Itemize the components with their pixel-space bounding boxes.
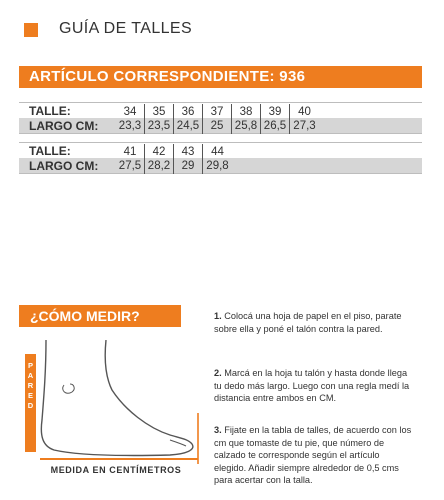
largo-label: LARGO CM: xyxy=(29,119,99,133)
wall-label xyxy=(28,361,34,410)
length-values xyxy=(116,158,232,174)
size-cell: 41 xyxy=(116,144,145,160)
talle-label: TALLE: xyxy=(29,144,71,158)
step-number: 2. xyxy=(214,368,222,378)
talle-row xyxy=(19,102,422,118)
length-values xyxy=(116,118,319,134)
size-table-2 xyxy=(19,142,422,174)
toe-detail xyxy=(170,440,186,446)
length-cell: 23,3 xyxy=(116,118,145,134)
wall-letter: E xyxy=(27,391,34,400)
header-accent-square xyxy=(24,23,38,37)
largo-row xyxy=(19,158,422,174)
step-text: Fijate en la tabla de talles, de acuerdo con los cm que tomaste de tu pie, que número de calzado te corresponde según el artículo elegido. Añadir siempre alrededor de 0,5 cms para acertar con la talla. xyxy=(214,425,412,485)
size-cell: 34 xyxy=(116,104,145,120)
talle-label: TALLE: xyxy=(29,104,71,118)
length-cell: 25,8 xyxy=(232,118,261,134)
length-cell: 23,5 xyxy=(145,118,174,134)
size-cell: 36 xyxy=(174,104,203,120)
size-cell: 35 xyxy=(145,104,174,120)
ankle-detail xyxy=(63,384,74,393)
size-cell: 43 xyxy=(174,144,203,160)
talle-row xyxy=(19,142,422,158)
length-cell: 29 xyxy=(174,158,203,174)
size-cell: 44 xyxy=(211,146,224,158)
article-title-bar: ARTÍCULO CORRESPONDIENTE: 936 xyxy=(19,66,422,88)
wall-letter: P xyxy=(27,361,34,370)
length-cell: 25 xyxy=(203,118,232,134)
step-text: Marcá en la hoja tu talón y hasta donde llega tu dedo más largo. Luego con una regla medí la distancia entre ambos en CM. xyxy=(214,368,410,403)
step-number: 3. xyxy=(214,425,222,435)
wall-letter: D xyxy=(27,401,34,410)
measure-label: MEDIDA EN CENTÍMETROS xyxy=(50,465,182,475)
size-table-1 xyxy=(19,102,422,134)
length-cell: 27,5 xyxy=(116,158,145,174)
length-cell: 28,2 xyxy=(145,158,174,174)
foot-measure-illustration xyxy=(20,340,210,480)
size-cell: 37 xyxy=(203,104,232,120)
size-cell: 39 xyxy=(261,104,290,120)
largo-label: LARGO CM: xyxy=(29,159,99,173)
largo-row xyxy=(19,118,422,134)
length-cell: 29,8 xyxy=(206,160,229,172)
size-cell: 42 xyxy=(145,144,174,160)
foot-outline xyxy=(41,340,193,455)
step-text: Colocá una hoja de papel en el piso, parate sobre ella y poné el talón contra la pared. xyxy=(214,311,402,334)
step-2 xyxy=(214,367,414,405)
step-1 xyxy=(214,310,414,335)
step-number: 1. xyxy=(214,311,222,321)
page-title: GUÍA DE TALLES xyxy=(59,20,193,37)
wall-letter: A xyxy=(27,371,34,380)
step-3 xyxy=(214,424,414,487)
size-cell: 40 xyxy=(298,106,311,118)
length-cell: 27,3 xyxy=(293,120,316,132)
how-to-measure-title: ¿CÓMO MEDIR? xyxy=(19,305,181,327)
length-cell: 24,5 xyxy=(174,118,203,134)
length-cell: 26,5 xyxy=(261,118,290,134)
wall-letter: R xyxy=(27,381,34,390)
size-cell: 38 xyxy=(232,104,261,120)
